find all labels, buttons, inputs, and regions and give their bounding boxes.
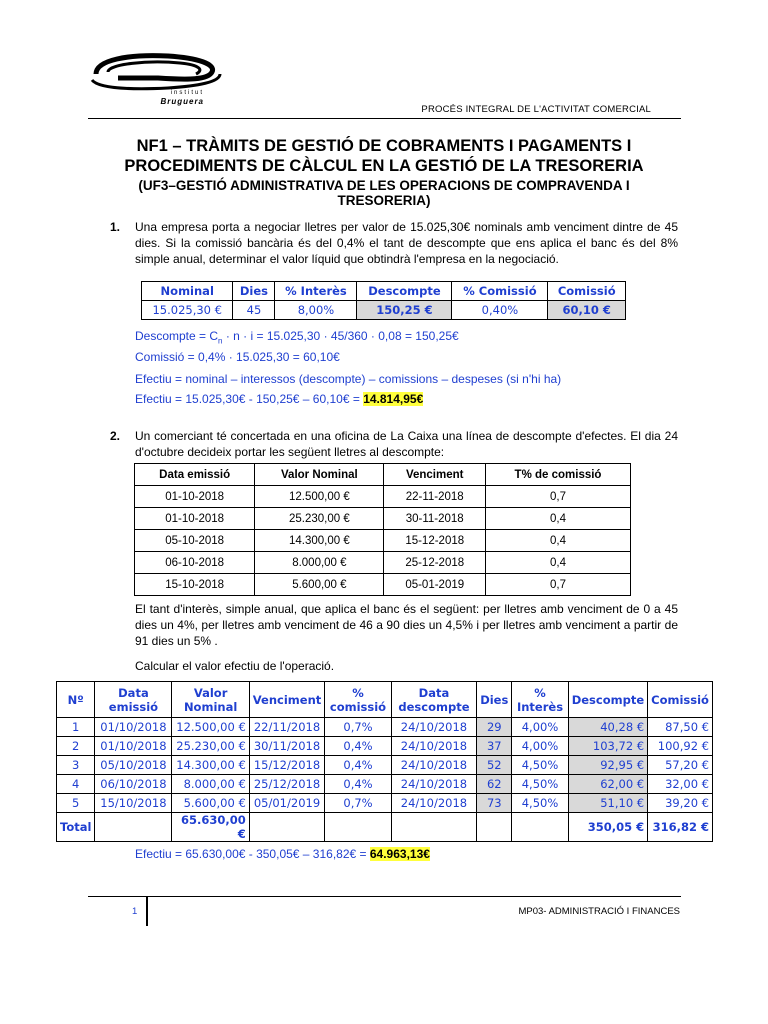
footer-module: MP03- ADMINISTRACIÓ I FINANCES [518, 906, 680, 917]
exercise-2-table [134, 463, 631, 596]
table-cell: 37 [477, 737, 512, 756]
table-cell: 316,82 € [648, 813, 713, 842]
table-cell: 8,00% [275, 301, 357, 320]
table-cell: 05-01-2019 [384, 574, 486, 596]
table-cell: 30/11/2018 [249, 737, 324, 756]
col-header: Venciment [249, 682, 324, 718]
table-cell: 4,50% [512, 756, 568, 775]
table-cell: 3 [57, 756, 95, 775]
formula-comissio: Comissió = 0,4% · 15.025,30 = 60,10€ [135, 350, 340, 364]
table-cell: 15-10-2018 [135, 574, 255, 596]
table-cell: 14.300,00 € [255, 530, 384, 552]
table-row [57, 775, 713, 794]
table-cell: 15/12/2018 [249, 756, 324, 775]
formula-efectiu-2 [135, 847, 430, 861]
table-cell: 24/10/2018 [391, 775, 476, 794]
table-cell: 2 [57, 737, 95, 756]
table-cell: 01/10/2018 [95, 737, 172, 756]
table-header-row [135, 464, 631, 486]
col-header: Data emissió [135, 464, 255, 486]
col-header: % comissió [325, 682, 391, 718]
document-title [80, 136, 688, 176]
title-line-1: NF1 – TRÀMITS DE GESTIÓ DE COBRAMENTS I PAGAMENTS I [136, 137, 632, 155]
table-cell: 51,10 € [568, 794, 647, 813]
exercise-2-statement: Un comerciant té concertada en una oficina de La Caixa una línea de descompte d'efectes. El dia 24 d'octubre decideix portar les següent lletres al descompte: [135, 429, 678, 459]
table-cell [512, 813, 568, 842]
col-header: % Interès [512, 682, 568, 718]
table-row [135, 508, 631, 530]
table-row [57, 737, 713, 756]
table-cell: 65.630,00 € [172, 813, 249, 842]
col-header: Descompte [568, 682, 647, 718]
table-cell: 62 [477, 775, 512, 794]
table-cell: 06-10-2018 [135, 552, 255, 574]
table-cell: 0,7% [325, 718, 391, 737]
table-cell: 5.600,00 € [255, 574, 384, 596]
formula-text: Descompte = C [135, 329, 219, 343]
col-header: Nº [57, 682, 95, 718]
col-header: Comissió [548, 282, 626, 301]
table-cell: 29 [477, 718, 512, 737]
table-cell [477, 813, 512, 842]
col-header: T% de comissió [486, 464, 631, 486]
table-cell: 15.025,30 € [142, 301, 233, 320]
table-cell [95, 813, 172, 842]
table-row [57, 794, 713, 813]
table-cell: 14.300,00 € [172, 756, 249, 775]
table-cell: 5 [57, 794, 95, 813]
exercise-1-statement: Una empresa porta a negociar lletres per valor de 15.025,30€ nominals amb venciment dintre de 45 dies. Si la comissió bancària és del 0,4% el tant de descompte que ens aplica el banc és del 8% simple anual, determinar el valor líquid que obtindrà l'empresa en la negociació. [135, 220, 678, 266]
table-cell: 32,00 € [648, 775, 713, 794]
result-highlight: 64.963,13€ [369, 847, 430, 861]
table-cell: 22-11-2018 [384, 486, 486, 508]
col-header: Data emissió [95, 682, 172, 718]
table-cell: 350,05 € [568, 813, 647, 842]
formula-text: Efectiu = 15.025,30€ - 150,25€ – 60,10€ = [135, 392, 364, 406]
table-cell: 4,50% [512, 794, 568, 813]
table-cell: 103,72 € [568, 737, 647, 756]
table-cell: 05-10-2018 [135, 530, 255, 552]
col-header: Comissió [648, 682, 713, 718]
formula-text: · n · i = 15.025,30 · 45/360 · 0,08 = 150,25€ [222, 329, 459, 343]
table-cell: 0,7 [486, 574, 631, 596]
table-row [57, 756, 713, 775]
table-cell: 87,50 € [648, 718, 713, 737]
formula-efectiu-definition: Efectiu = nominal – interessos (descompte) – comissions – despeses (si n'hi ha) [135, 372, 562, 386]
table-cell: 24/10/2018 [391, 756, 476, 775]
table-row [57, 718, 713, 737]
table-cell: 15/10/2018 [95, 794, 172, 813]
table-cell: 0,4 [486, 552, 631, 574]
table-cell: 0,7 [486, 486, 631, 508]
table-cell: 01-10-2018 [135, 508, 255, 530]
col-header: Data descompte [391, 682, 476, 718]
result-highlight: 14.814,95€ [363, 392, 424, 406]
table-cell: 1 [57, 718, 95, 737]
table-cell: 05/10/2018 [95, 756, 172, 775]
table-cell: 0,4% [325, 737, 391, 756]
col-header: Dies [233, 282, 275, 301]
table-cell: 8.000,00 € [255, 552, 384, 574]
exercise-1-table [141, 281, 626, 320]
table-cell: Total [57, 813, 95, 842]
table-cell [325, 813, 391, 842]
table-cell: 12.500,00 € [172, 718, 249, 737]
document-subtitle [80, 178, 688, 208]
table-cell: 4 [57, 775, 95, 794]
table-cell: 4,00% [512, 718, 568, 737]
table-row [135, 486, 631, 508]
table-cell: 60,10 € [548, 301, 626, 320]
exercise-2-interest-rates: El tant d'interès, simple anual, que aplica el banc és el següent: per lletres amb venciment de 0 a 45 dies un 4%, per lletres amb venciment de 46 a 90 dies un 4,5% i per lletres amb venciment a partir de 91 dies un 5% . [135, 602, 678, 648]
svg-text:institut: institut [170, 90, 204, 96]
table-cell: 15-12-2018 [384, 530, 486, 552]
svg-text:Bruguera: Bruguera [160, 97, 204, 106]
table-cell: 4,00% [512, 737, 568, 756]
table-cell: 100,92 € [648, 737, 713, 756]
table-cell: 62,00 € [568, 775, 647, 794]
table-cell: 25.230,00 € [255, 508, 384, 530]
formula-text: Efectiu = 65.630,00€ - 350,05€ – 316,82€ = [135, 847, 370, 861]
subtitle-line-1: (UF3–GESTIÓ ADMINISTRATIVA DE LES OPERACIONS DE COMPRAVENDA I [138, 178, 630, 193]
table-row [135, 574, 631, 596]
table-cell: 0,4 [486, 508, 631, 530]
table-cell: 0,4 [486, 530, 631, 552]
col-header: Valor Nominal [172, 682, 249, 718]
exercise-2-number: 2. [110, 429, 121, 443]
exercise-2-solution-table [56, 681, 713, 842]
table-cell: 0,4% [325, 756, 391, 775]
footer-separator [146, 896, 148, 926]
table-row [142, 301, 626, 320]
table-cell: 57,20 € [648, 756, 713, 775]
col-header: % Comissió [452, 282, 548, 301]
table-cell: 0,40% [452, 301, 548, 320]
table-cell: 05/01/2019 [249, 794, 324, 813]
exercise-2-question: Calcular el valor efectiu de l'operació. [135, 659, 335, 673]
page-number: 1 [132, 906, 138, 917]
exercise-1-number: 1. [110, 220, 121, 234]
table-cell: 24/10/2018 [391, 718, 476, 737]
table-cell: 06/10/2018 [95, 775, 172, 794]
col-header: Nominal [142, 282, 233, 301]
table-cell [391, 813, 476, 842]
table-cell: 5.600,00 € [172, 794, 249, 813]
table-cell: 150,25 € [357, 301, 452, 320]
table-row [135, 530, 631, 552]
formula-subscript: n [218, 336, 223, 346]
header-divider [88, 118, 681, 119]
table-row [135, 552, 631, 574]
table-cell: 25-12-2018 [384, 552, 486, 574]
table-cell: 25/12/2018 [249, 775, 324, 794]
table-cell: 0,4% [325, 775, 391, 794]
table-cell: 24/10/2018 [391, 737, 476, 756]
footer-divider [88, 896, 681, 897]
table-cell: 24/10/2018 [391, 794, 476, 813]
col-header: Venciment [384, 464, 486, 486]
table-total-row [57, 813, 713, 842]
table-cell [249, 813, 324, 842]
table-cell: 01-10-2018 [135, 486, 255, 508]
table-cell: 0,7% [325, 794, 391, 813]
table-header-row [142, 282, 626, 301]
table-cell: 12.500,00 € [255, 486, 384, 508]
col-header: Descompte [357, 282, 452, 301]
table-cell: 4,50% [512, 775, 568, 794]
table-cell: 30-11-2018 [384, 508, 486, 530]
table-cell: 45 [233, 301, 275, 320]
table-cell: 52 [477, 756, 512, 775]
table-cell: 92,95 € [568, 756, 647, 775]
table-cell: 40,28 € [568, 718, 647, 737]
formula-efectiu [135, 392, 423, 406]
table-cell: 73 [477, 794, 512, 813]
table-cell: 39,20 € [648, 794, 713, 813]
header-section-title: PROCÉS INTEGRAL DE L'ACTIVITAT COMERCIAL [421, 104, 651, 115]
subtitle-line-2: TRESORERIA) [337, 193, 431, 208]
institut-logo [88, 50, 228, 106]
title-line-2: PROCEDIMENTS DE CÀLCUL EN LA GESTIÓ DE LA TRESORERIA [124, 157, 644, 175]
table-cell: 01/10/2018 [95, 718, 172, 737]
formula-descompte [135, 329, 459, 345]
table-header-row [57, 682, 713, 718]
col-header: % Interès [275, 282, 357, 301]
table-cell: 22/11/2018 [249, 718, 324, 737]
table-cell: 8.000,00 € [172, 775, 249, 794]
col-header: Dies [477, 682, 512, 718]
col-header: Valor Nominal [255, 464, 384, 486]
table-cell: 25.230,00 € [172, 737, 249, 756]
